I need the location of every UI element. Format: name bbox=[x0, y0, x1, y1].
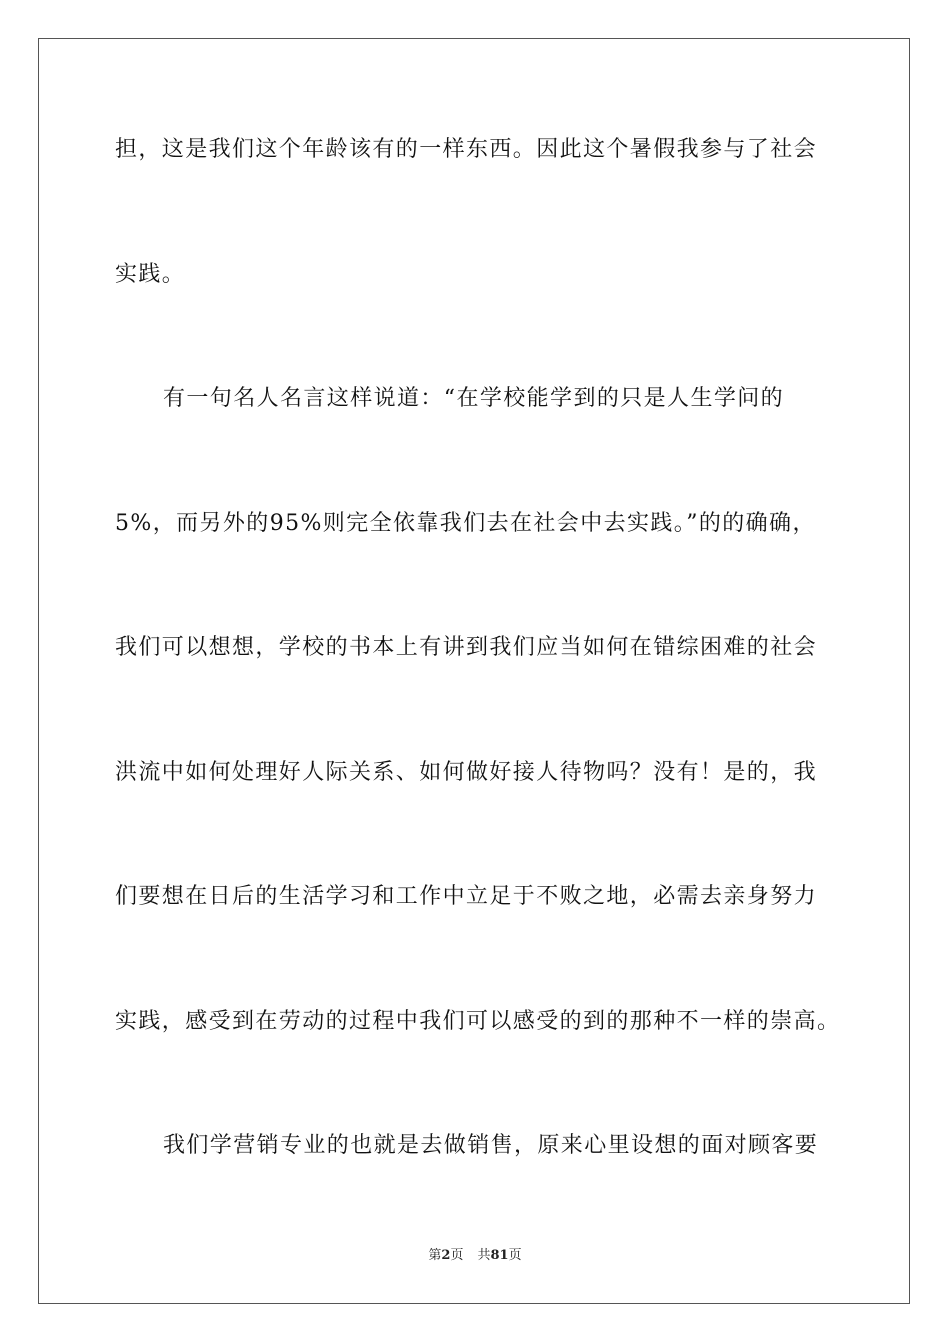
page-suffix: 页 bbox=[450, 1248, 464, 1263]
page-footer bbox=[0, 1244, 950, 1263]
page-number: 2 bbox=[441, 1248, 451, 1263]
page-border bbox=[38, 38, 910, 1304]
text-line-4: 5%，而另外的95%则完全依靠我们去在社会中去实践。”的的确确， bbox=[115, 511, 816, 536]
text-line-1: 担，这是我们这个年龄该有的一样东西。因此这个暑假我参与了社会 bbox=[115, 137, 818, 162]
text-line-7: 们要想在日后的生活学习和工作中立足于不败之地，必需去亲身努力 bbox=[115, 884, 818, 909]
text-line-5: 我们可以想想，学校的书本上有讲到我们应当如何在错综困难的社会 bbox=[115, 635, 818, 660]
text-line-2: 实践。 bbox=[115, 262, 186, 287]
text-line-9: 我们学营销专业的也就是去做销售，原来心里设想的面对顾客要 bbox=[163, 1133, 819, 1158]
text-line-6: 洪流中如何处理好人际关系、如何做好接人待物吗？没有！是的，我 bbox=[115, 760, 818, 785]
text-line-8: 实践，感受到在劳动的过程中我们可以感受的到的那种不一样的崇高。 bbox=[115, 1009, 841, 1034]
total-pages: 81 bbox=[490, 1248, 509, 1263]
total-suffix: 页 bbox=[508, 1248, 522, 1263]
text-line-3: 有一句名人名言这样说道：“在学校能学到的只是人生学问的 bbox=[163, 386, 785, 411]
page-prefix: 第 bbox=[428, 1248, 442, 1263]
total-prefix: 共 bbox=[477, 1248, 491, 1263]
